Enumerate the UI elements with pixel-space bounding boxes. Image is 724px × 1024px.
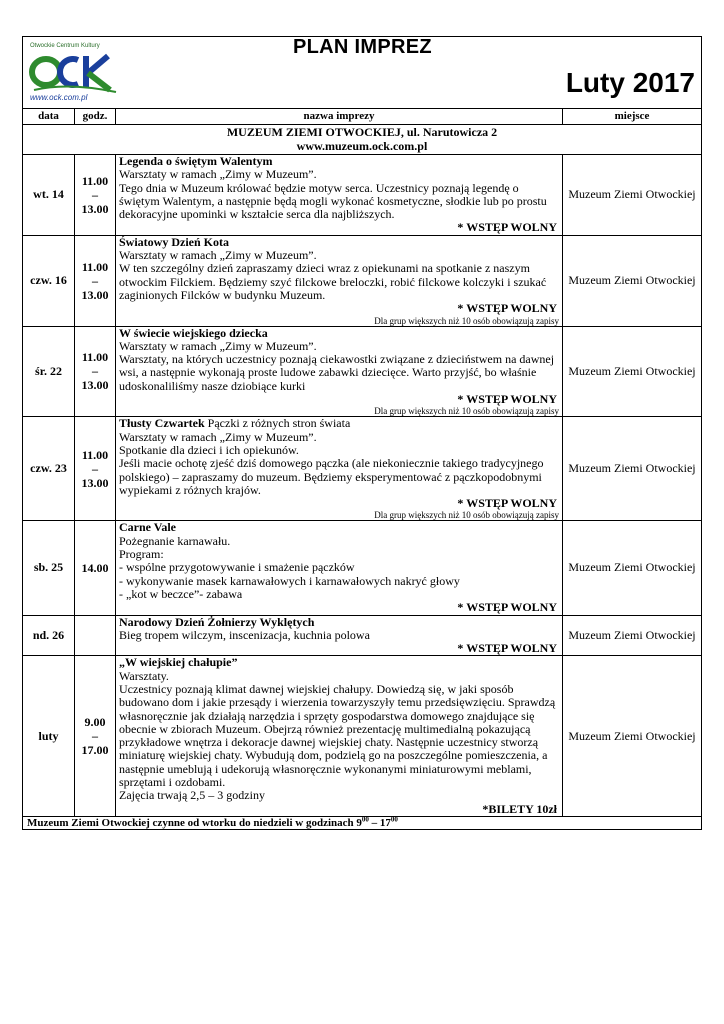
event-note: Dla grup większych niż 10 osób obowiązują zapisy [374, 315, 559, 326]
event-text-line: Tego dnia w Muzeum królować będzie motyw serca. Uczestnicy poznają legendę o świętym Walentym, a następnie będą mogli wykonać kosmetyczne, słodkie lub po prostu dekoracyjne upominki w kształcie serca dla najbliższych. [119, 180, 547, 222]
event-text-line: - wspólne przygotowywanie i smażenie pączków [119, 560, 355, 575]
header-row [23, 37, 702, 109]
event-entry-info: * WSTĘP WOLNY [457, 220, 557, 235]
event-time-part: – [92, 187, 98, 202]
event-date: czw. 16 [23, 235, 75, 326]
event-time-part: – [92, 461, 98, 476]
footer-cell [23, 816, 702, 829]
column-header-date: data [23, 109, 75, 125]
event-date: śr. 22 [23, 326, 75, 417]
event-date: sb. 25 [23, 521, 75, 615]
event-date: czw. 23 [23, 417, 75, 521]
event-place: Muzeum Ziemi Otwockiej [563, 656, 702, 817]
column-header-row [23, 109, 702, 125]
event-row [23, 326, 702, 417]
event-title-line [119, 327, 559, 340]
event-time [75, 235, 116, 326]
event-title: Legenda o świętym Walentym [119, 154, 273, 168]
event-entry-info: * WSTĘP WOLNY [457, 641, 557, 656]
event-time [75, 417, 116, 521]
event-title: „W wiejskiej chałupie” [119, 655, 238, 670]
event-title: Carne Vale [119, 520, 176, 535]
ock-logo-icon [28, 46, 123, 96]
event-text-line: Warsztaty w ramach „Zimy w Muzeum”. [119, 248, 317, 263]
event-text-line: Warsztaty w ramach „Zimy w Muzeum”. [119, 167, 317, 182]
event-title-line [119, 417, 559, 430]
event-title-line [119, 236, 559, 249]
event-title-line [119, 616, 559, 629]
event-time [75, 155, 116, 236]
events-body [23, 155, 702, 817]
footer-dash: – 17 [368, 816, 391, 829]
event-row [23, 417, 702, 521]
footer-row [23, 816, 702, 829]
event-place: Muzeum Ziemi Otwockiej [563, 235, 702, 326]
event-date: luty [23, 656, 75, 817]
event-text-line: Warsztaty, na których uczestnicy poznają ciekawostki związane z dzieciństwem na dawnej wsi, a następnie wykonają proste ludowe zabawki dziecięce. Warto przyjść, bo właśnie udoskonaliliśmy nasze dziobiące kurki [119, 352, 555, 393]
event-plan-sheet [22, 36, 701, 830]
event-row [23, 235, 702, 326]
logo-url[interactable]: www.ock.com.pl [30, 93, 88, 102]
event-text-line: W ten szczególny dzień zapraszamy dzieci wraz z opiekunami na spotkanie z naszym otwockim Filckiem. Będziemy szyć filckowe breloczki, robić filckowe kolczyki i szukać zaginionych Filcków w budynku Muzeum. [119, 261, 547, 302]
event-row [23, 656, 702, 817]
section-title: MUZEUM ZIEMI OTWOCKIEJ, ul. Narutowicza 2 [226, 125, 498, 139]
event-place: Muzeum Ziemi Otwockiej [563, 326, 702, 417]
event-time-part: – [92, 729, 98, 744]
event-title-line [119, 521, 559, 534]
event-description [116, 155, 563, 236]
event-text-line: Program: [119, 547, 164, 562]
event-note: Dla grup większych niż 10 osób obowiązują zapisy [374, 510, 559, 521]
event-time-part: 13.00 [81, 378, 109, 393]
event-time-part: 13.00 [81, 287, 109, 302]
event-text-line: Warsztaty w ramach „Zimy w Muzeum”. [119, 338, 317, 353]
event-description [116, 417, 563, 521]
event-row [23, 155, 702, 236]
event-title: Narodowy Dzień Żołnierzy Wyklętych [119, 614, 315, 629]
event-description [116, 656, 563, 817]
event-description [116, 615, 563, 656]
month-title: Luty 2017 [565, 67, 695, 98]
event-text-line: - wykonywanie masek karnawałowych i karnawałowych nakryć głowy [119, 573, 460, 588]
section-url[interactable]: www.muzeum.ock.com.pl [296, 138, 428, 153]
footer-sup-open: 00 [361, 815, 369, 824]
event-time [75, 656, 116, 817]
event-text-line: Uczestnicy poznają klimat dawnej wiejskiej chałupy. Dowiedzą się, w jaki sposób budowano dom i jakie przesądy i wierzenia towarzyszyły temu przedsięwzięciu. Sprawdzą własnoręcznie jak działają narzędzia i sprzęty gospodarstwa domowego znajdujące się obecnie w zbiorach Muzeum. Obejrzą również prezentację multimedialną pokazującą przykładowe wnętrza i dekoracje dawnej wiejskiej chaty. Następnie uczestnicy stworzą miniaturę wiejskiej chaty. Wybudują dom, podzielą go na poszczególne pomieszczenia, a następnie umeblują i udekorują własnoręcznie wykonanymi miniaturowymi meblami, sprzętami i ozdobami. [119, 681, 556, 790]
event-place: Muzeum Ziemi Otwockiej [563, 417, 702, 521]
event-date: wt. 14 [23, 155, 75, 236]
event-description [116, 235, 563, 326]
event-time-part: – [92, 273, 98, 288]
event-entry-info: *BILETY 10zł [482, 801, 557, 816]
event-place: Muzeum Ziemi Otwockiej [563, 155, 702, 236]
footer-sup-close: 00 [390, 815, 398, 824]
event-time-part: 14.00 [81, 560, 109, 575]
event-entry-info: * WSTĘP WOLNY [457, 600, 557, 615]
event-time [75, 326, 116, 417]
event-time-part: 9.00 [84, 715, 106, 730]
event-row [23, 521, 702, 615]
event-date: nd. 26 [23, 615, 75, 656]
event-text-line: Zajęcia trwają 2,5 – 3 godziny [119, 788, 265, 803]
event-text-line: Warsztaty. [119, 668, 169, 683]
event-time-part: 11.00 [81, 259, 109, 274]
event-title-line [119, 155, 559, 168]
event-text-line: Bieg tropem wilczym, inscenizacja, kuchnia polowa [119, 627, 370, 642]
event-text-line: - „kot w beczce”- zabawa [119, 586, 243, 601]
page-title: PLAN IMPREZ [293, 36, 432, 58]
event-time-part: 11.00 [81, 447, 109, 462]
event-entry-info: * WSTĘP WOLNY [457, 301, 557, 316]
event-time-part: – [92, 364, 98, 379]
event-entry-info: * WSTĘP WOLNY [457, 392, 557, 407]
section-cell [23, 125, 702, 155]
event-note: Dla grup większych niż 10 osób obowiązują zapisy [374, 406, 559, 417]
event-description [116, 521, 563, 615]
event-row [23, 615, 702, 656]
event-place: Muzeum Ziemi Otwockiej [563, 521, 702, 615]
event-title: Światowy Dzień Kota [119, 234, 229, 249]
section-row [23, 125, 702, 155]
event-title: Tłusty Czwartek [119, 416, 205, 431]
event-time-part: 13.00 [81, 201, 109, 216]
event-text-line: Warsztaty w ramach „Zimy w Muzeum”. [119, 429, 317, 444]
event-place: Muzeum Ziemi Otwockiej [563, 615, 702, 656]
event-text-line: Jeśli macie ochotę zjeść dziś domowego pączka (ale niekoniecznie takiego tradycyjnego polskiego) – zapraszamy do muzeum. Będziemy eksperymentować z pączkopodobnymi wypiekami z różnych krajów. [119, 456, 544, 497]
column-header-place: miejsce [563, 109, 702, 125]
event-time [75, 615, 116, 656]
column-header-time: godz. [75, 109, 116, 125]
logo-top-text: Otwockie Centrum Kultury [30, 43, 100, 49]
event-plan-table [22, 36, 702, 830]
event-time-part: 11.00 [81, 173, 109, 188]
event-title-line [119, 656, 559, 669]
event-text-line: Spotkanie dla dzieci i ich opiekunów. [119, 442, 299, 457]
event-title-suffix: Pączki z różnych stron świata [204, 416, 351, 431]
header-cell [23, 37, 702, 109]
event-time [75, 521, 116, 615]
event-entry-info: * WSTĘP WOLNY [457, 496, 557, 511]
event-time-part: 13.00 [81, 475, 109, 490]
event-description [116, 326, 563, 417]
column-header-name: nazwa imprezy [116, 109, 563, 125]
event-time-part: 11.00 [81, 350, 109, 365]
event-time-part: 17.00 [81, 743, 109, 758]
event-text-line: Pożegnanie karnawału. [119, 533, 231, 548]
ock-logo [28, 40, 123, 102]
event-title: W świecie wiejskiego dziecka [119, 325, 268, 340]
footer-text: Muzeum Ziemi Otwockiej czynne od wtorku do niedzieli w godzinach 9 [27, 816, 362, 829]
